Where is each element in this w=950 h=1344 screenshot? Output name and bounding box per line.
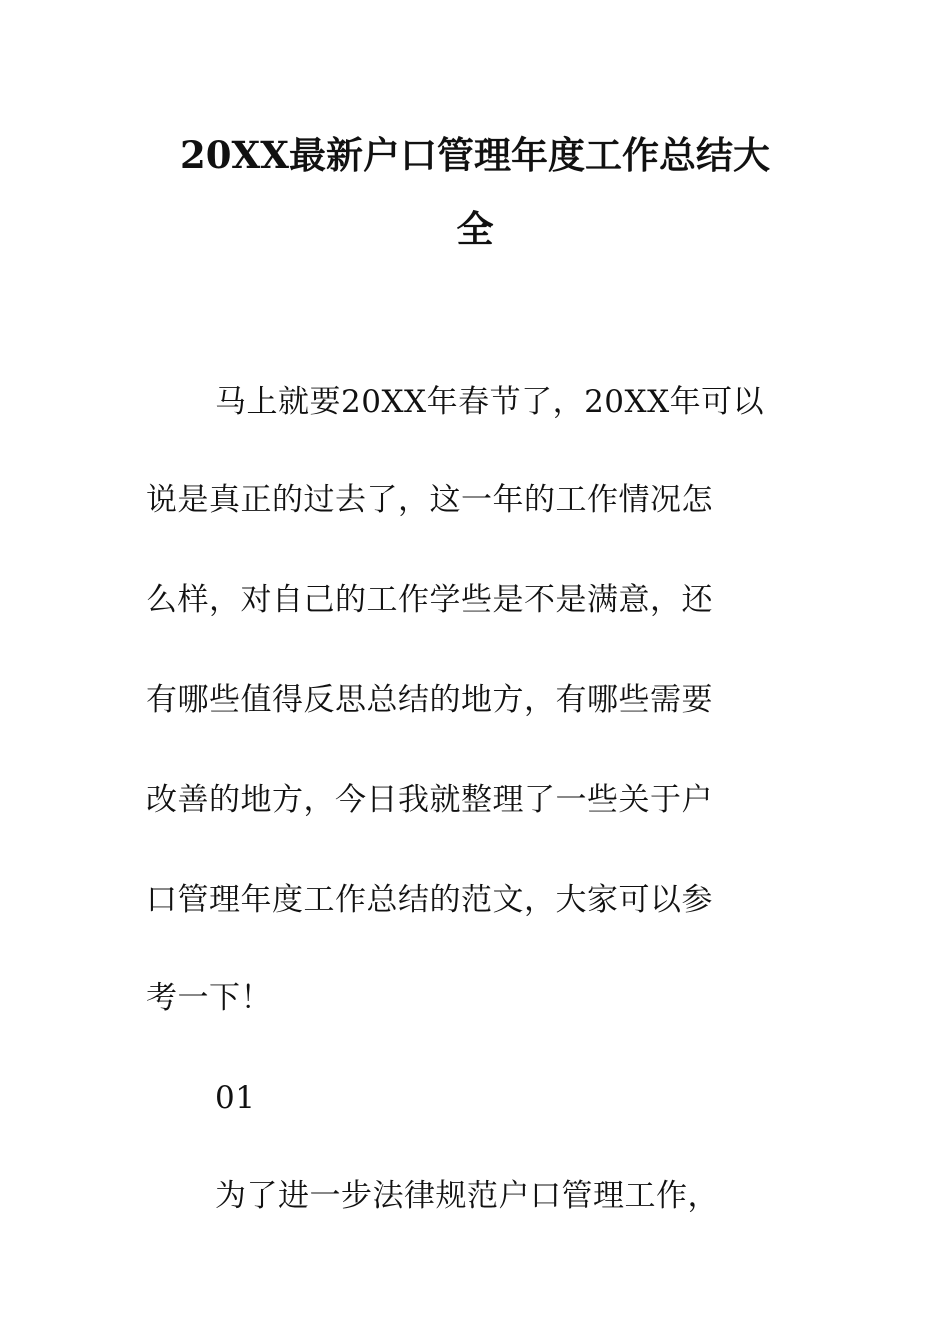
paragraph-line: 马上就要20XX年春节了，20XX年可以 <box>215 384 765 420</box>
paragraph-line: 口管理年度工作总结的范文，大家可以参 <box>146 882 713 918</box>
document-title <box>140 118 810 266</box>
paragraph-line: 考一下！ <box>146 980 272 1016</box>
paragraph-line: 有哪些值得反思总结的地方，有哪些需要 <box>146 682 713 718</box>
title-line: 全 <box>456 207 494 251</box>
section-number: 01 <box>215 1080 256 1116</box>
paragraph-line: 说是真正的过去了，这一年的工作情况怎 <box>146 482 713 518</box>
section-first-line: 为了进一步法律规范户口管理工作， <box>215 1178 719 1214</box>
paragraph-line: 改善的地方，今日我就整理了一些关于户 <box>146 782 713 818</box>
title-line: 20XX最新户口管理年度工作总结大 <box>180 133 770 177</box>
paragraph-line: 么样，对自己的工作学些是不是满意，还 <box>146 582 713 618</box>
